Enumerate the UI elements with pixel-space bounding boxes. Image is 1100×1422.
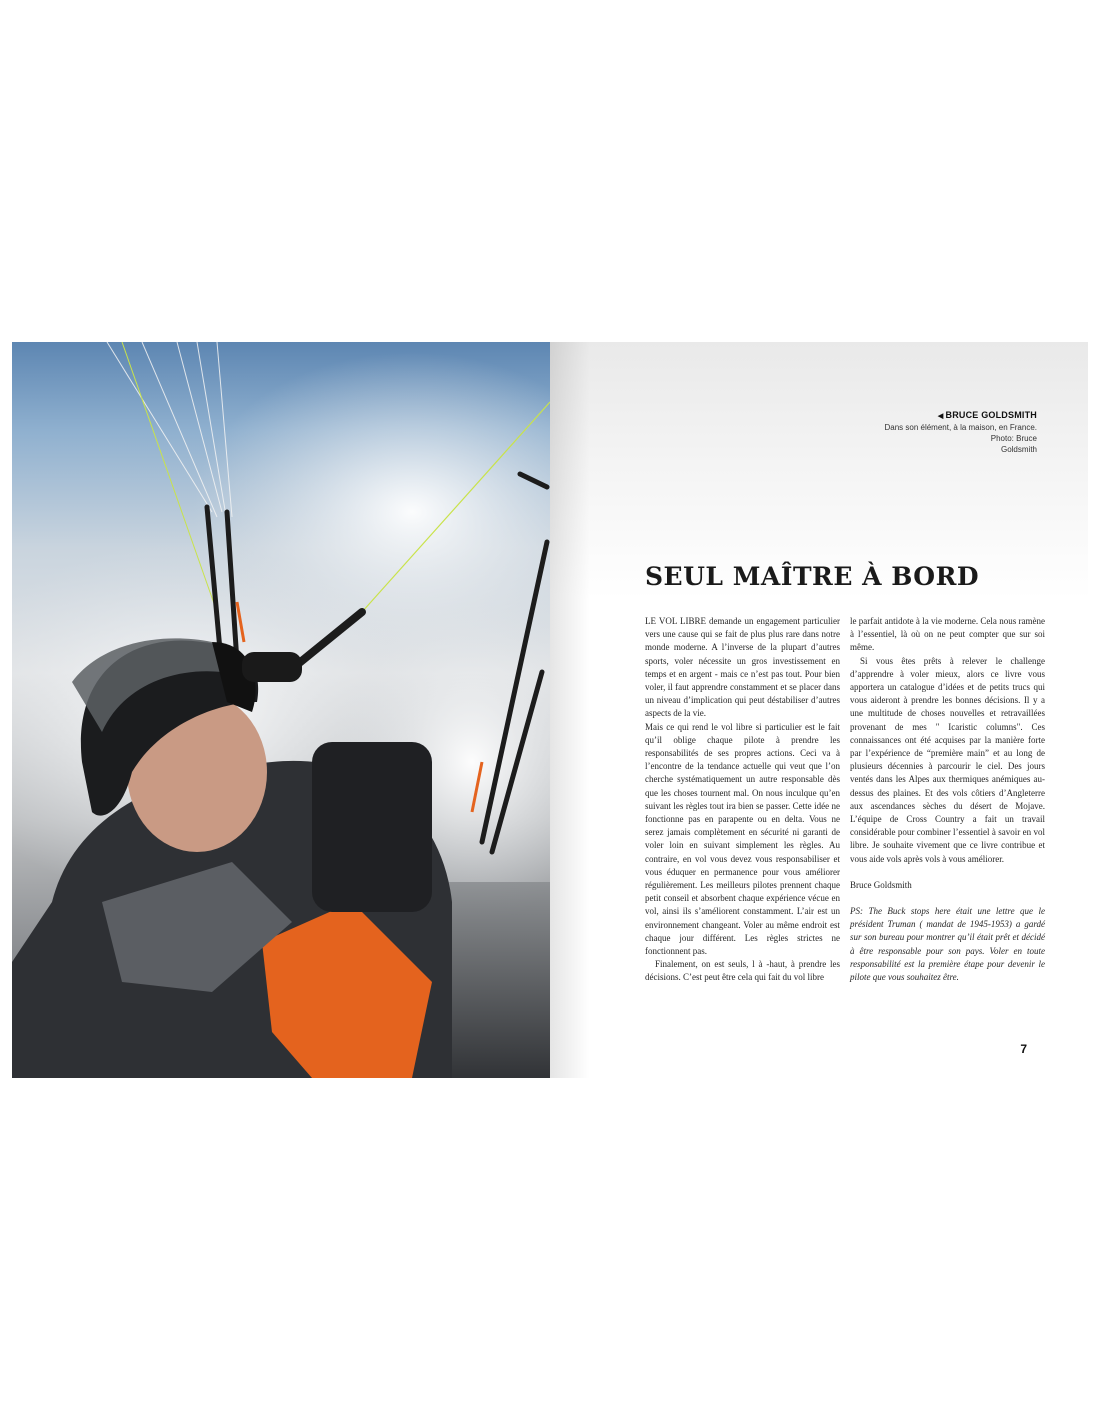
body-paragraph: LE VOL LIBRE demande un engagement particulier vers une cause qui se fait de plus plus rare dans notre monde moderne. A l’inverse de la plupart d’autres sports, voler nécessite un gros investissement en temps et en argent - mais ce n’est pas tout. Pour bien voler, il faut apprendre constamment et se placer dans un niveau d’implication qui peut déstabiliser d’autres aspects de la vie. (645, 616, 840, 719)
harness-back (312, 742, 432, 912)
body-paragraph: Mais ce qui rend le vol libre si particulier est le fait qu’il oblige chaque pilote à prendre les responsabilités de ses propres actions. Ceci va à l’encontre de la tendance actuelle qui veut que l’on cherche systématiquement un autre responsable dès que les choses tournent mal. On nous inculque qu’en suivant les règles tout ira bien se passer. Cette idée ne fonctionne pas en parapente ou en delta. Vous ne serez jamais complètement en sécurité ni garanti de voler loin en suivant simplement les règles. Au contraire, en vol vous devez vous responsabiliser et vous éduquer en permanence pour vous améliorer régulièrement. Les meilleurs pilotes prennent chaque petit conseil et absorbent chaque expérience vécue en vol, ainsi ils s’améliorent constamment. L’air est un environnement changeant. Voler au même endroit est chaque jour différent. Les règles strictes ne fonctionnent pas. (645, 721, 840, 957)
page-number: 7 (1020, 1042, 1027, 1056)
caption-title (837, 410, 1037, 422)
photo-caption (837, 410, 1037, 455)
body-paragraph: Finalement, on est seuls, l à -haut, à prendre les décisions. C’est peut être cela qui fait du vol libre (645, 959, 840, 983)
text-column-left (645, 615, 840, 985)
caption-line: Photo: Bruce (990, 434, 1037, 443)
article-headline: SEUL MAÎTRE À BORD (645, 562, 980, 591)
body-paragraph: Si vous êtes prêts à relever le challenge d’apprendre à voler mieux, alors ce livre vous apportera un catalogue d’idées et de petits trucs qui vous aideront à prendre les bonnes décisions. Il y a une multitude de choses nouvelles et retravaillées provenant de mes " Icaristic columns". Ces connaissances ont été acquises par la manière forte par l’expérience de “première main” et au long de plusieurs décennies à parcourir le ciel. Des jours ventés dans les Alpes aux thermiques anémiques au-dessus des plaines. Et des vols côtiers d’Angleterre aux ascendances sèches du désert de Mojave. L’équipe de Cross Country a fait un travail considérable pour combiner l’essentiel à savoir en vol libre. Je souhaite vivement que ce livre contribue et vous aide vols après vols à vous améliorer. (850, 655, 1045, 864)
left-triangle-icon: ◀ (937, 413, 944, 420)
book-spread (12, 342, 1088, 1078)
photo-illustration (12, 342, 550, 1078)
caption-title-text: BRUCE GOLDSMITH (945, 410, 1037, 420)
text-column-right (850, 615, 1045, 984)
glove (242, 652, 302, 682)
caption-line: Goldsmith (1000, 445, 1037, 454)
author-signature: Bruce Goldsmith (850, 879, 912, 890)
page-gutter-shadow (550, 342, 590, 1078)
text-page (550, 342, 1088, 1078)
postscript: PS: The Buck stops here était une lettre que le président Truman ( mandat de 1945-1953) a gardé sur son bureau pour montrer qu’il était prêt et décidé à être responsable pour son pays. Voler en toute responsabilité est la première étape pour devenir le pilote que vous souhaitez être. (850, 906, 1045, 983)
paraglider-photo (12, 342, 550, 1078)
body-paragraph: le parfait antidote à la vie moderne. Cela nous ramène à l’essentiel, là où on ne peut compter que sur soi même. (850, 616, 1045, 653)
caption-line: Dans son élément, à la maison, en France. (884, 423, 1037, 432)
